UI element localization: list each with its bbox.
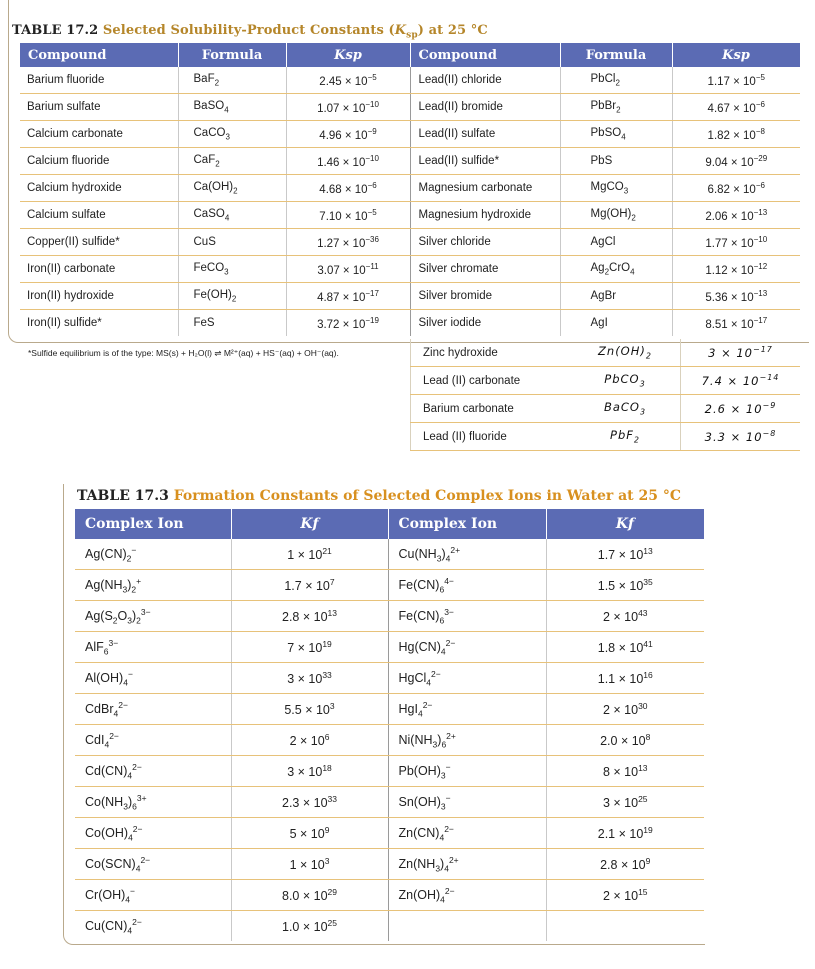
ksp-value: $1.46 \times 10^{-10}$ (286, 148, 410, 175)
compound-name: Silver iodide (410, 310, 560, 337)
formula: AgI (560, 310, 672, 337)
kf-value: $2.8 \times 10^{13}$ (231, 601, 388, 632)
complex-ion: $Al(OH)_4^-$ (75, 663, 231, 694)
kf-value: $1.8 \times 10^{41}$ (546, 632, 704, 663)
formula: PbS (560, 148, 672, 175)
kf-value: $3 \times 10^{18}$ (231, 756, 388, 787)
handwritten-additions-table (410, 339, 800, 451)
ksp-value: $1.12 \times 10^{-12}$ (672, 256, 800, 283)
complex-ion: HgI$_4^{2-}$ (388, 694, 546, 725)
compound-name: Lead(II) bromide (410, 94, 560, 121)
kf-value: $3 \times 10^{33}$ (231, 663, 388, 694)
header-compound: Compound (410, 43, 560, 67)
complex-ion: $Fe(CN)_6^{4-}$ (388, 570, 546, 601)
formula: AgCl (560, 229, 672, 256)
ksp-subscript: sp (406, 30, 418, 41)
ksp-value: $2.45 \times 10^{-5}$ (286, 67, 410, 94)
table-title-end: ) at 25 °C (417, 23, 488, 38)
table-number: TABLE 17.2 (12, 23, 99, 38)
formula: BaSO$_4$ (178, 94, 286, 121)
formula: PbCl$_2$ (560, 67, 672, 94)
formula: $Mg(OH)_2$ (560, 202, 672, 229)
compound-name: Calcium carbonate (20, 121, 178, 148)
kf-value: $2 \times 10^{30}$ (546, 694, 704, 725)
ksp-value: $4.87 \times 10^{-17}$ (286, 283, 410, 310)
table-number: TABLE 17.3 (77, 488, 169, 504)
table-row (75, 694, 704, 725)
complex-ion: $Ni(NH_3)_6^{2+}$ (388, 725, 546, 756)
table-row (75, 725, 704, 756)
ksp-value: $3.07 \times 10^{-11}$ (286, 256, 410, 283)
complex-ion: $Ag(S_2O_3)_2^{3-}$ (75, 601, 231, 632)
table-row (411, 423, 801, 451)
handwritten-ksp: $2.6 \times 10^{-9}$ (681, 395, 801, 423)
table-row (411, 367, 801, 395)
handwritten-formula: $Zn(OH)_2$ (570, 339, 681, 367)
compound-name: Calcium sulfate (20, 202, 178, 229)
header-compound: Compound (20, 43, 178, 67)
kf-value: $2 \times 10^6$ (231, 725, 388, 756)
ksp-value: $6.82 \times 10^{-6}$ (672, 175, 800, 202)
header-ksp: Ksp (672, 43, 800, 67)
header-complex-ion: Complex Ion (388, 509, 546, 539)
formula: AgBr (560, 283, 672, 310)
kf-value: $8 \times 10^{13}$ (546, 756, 704, 787)
header-formula: Formula (178, 43, 286, 67)
kf-value: $3 \times 10^{25}$ (546, 787, 704, 818)
complex-ion: $Ag(CN)_2^-$ (75, 539, 231, 570)
table-row (20, 121, 800, 148)
compound-name: Silver chloride (410, 229, 560, 256)
formula: PbBr$_2$ (560, 94, 672, 121)
ksp-value: $3.72 \times 10^{-19}$ (286, 310, 410, 337)
complex-ion: HgCl$_4^{2-}$ (388, 663, 546, 694)
ksp-value: $8.51 \times 10^{-17}$ (705, 315, 768, 331)
table-row (75, 570, 704, 601)
header-ksp: Ksp (286, 43, 410, 67)
table-header-row (75, 509, 704, 539)
kf-value: $8.0 \times 10^{29}$ (231, 880, 388, 911)
kf-value: $2.3 \times 10^{33}$ (231, 787, 388, 818)
table-row (75, 911, 704, 942)
kf-value: $1.5 \times 10^{35}$ (546, 570, 704, 601)
formula: CaSO$_4$ (178, 202, 286, 229)
table-row (75, 601, 704, 632)
header-kf: Kf (231, 509, 388, 539)
compound-name: Iron(II) hydroxide (20, 283, 178, 310)
table-row (20, 310, 800, 337)
complex-ion: $Zn(NH_3)_4^{2+}$ (388, 849, 546, 880)
compound-name: Lead(II) chloride (410, 67, 560, 94)
compound-name: Calcium fluoride (20, 148, 178, 175)
table-17-3-title (77, 488, 681, 504)
table-row (75, 663, 704, 694)
ksp-value: $1.77 \times 10^{-10}$ (672, 229, 800, 256)
complex-ion (388, 911, 546, 942)
ksp-value: $7.10 \times 10^{-5}$ (286, 202, 410, 229)
compound-name: Zinc hydroxide (411, 339, 571, 367)
complex-ion: $Pb(OH)_3^-$ (388, 756, 546, 787)
kf-value: $2.1 \times 10^{19}$ (546, 818, 704, 849)
kf-value (546, 911, 704, 942)
header-kf: Kf (546, 509, 704, 539)
kf-value: $2 \times 10^{43}$ (546, 601, 704, 632)
ksp-value: $2.06 \times 10^{-13}$ (672, 202, 800, 229)
compound-name: Lead(II) sulfide* (410, 148, 560, 175)
ksp-value: $9.04 \times 10^{-29}$ (672, 148, 800, 175)
formation-constants-table (75, 509, 705, 941)
handwritten-ksp: $7.4 \times 10^{-14}$ (681, 367, 801, 395)
table-row (20, 283, 800, 310)
table-title-text: Formation Constants of Selected Complex Ions in Water at 25 °C (173, 488, 682, 504)
complex-ion: CdBr$_4^{2-}$ (75, 694, 231, 725)
ksp-value: $1.17 \times 10^{-5}$ (672, 67, 800, 94)
ksp-value: $4.96 \times 10^{-9}$ (286, 121, 410, 148)
ksp-value: $5.36 \times 10^{-13}$ (672, 283, 800, 310)
table-row (75, 818, 704, 849)
formula: CaCO$_3$ (178, 121, 286, 148)
kf-value: $1.7 \times 10^{13}$ (546, 539, 704, 570)
table-row (20, 94, 800, 121)
handwritten-formula: PbF$_2$ (570, 423, 681, 451)
formula: FeCO$_3$ (178, 256, 286, 283)
table-row (20, 202, 800, 229)
compound-name: Silver chromate (410, 256, 560, 283)
kf-value: $2.0 \times 10^8$ (546, 725, 704, 756)
compound-name: Barium sulfate (20, 94, 178, 121)
compound-name: Barium carbonate (411, 395, 571, 423)
kf-value: $2 \times 10^{15}$ (546, 880, 704, 911)
table-title-text (102, 23, 488, 41)
kf-value: $1.7 \times 10^7$ (231, 570, 388, 601)
complex-ion: $Hg(CN)_4^{2-}$ (388, 632, 546, 663)
complex-ion: $Sn(OH)_3^-$ (388, 787, 546, 818)
table-17-2-title (12, 23, 488, 41)
kf-value: $1.1 \times 10^{16}$ (546, 663, 704, 694)
sulfide-footnote: *Sulfide equilibrium is of the type: MS(s) + H₂O(l) ⇌ M²⁺(aq) + HS⁻(aq) + OH⁻(aq). (28, 348, 339, 358)
compound-name: Silver bromide (410, 283, 560, 310)
table-row (20, 67, 800, 94)
formula: MgCO$_3$ (560, 175, 672, 202)
ksp-value: $1.07 \times 10^{-10}$ (286, 94, 410, 121)
complex-ion: $Co(OH)_4^{2-}$ (75, 818, 231, 849)
table-row (20, 256, 800, 283)
complex-ion: $Cr(OH)_4^-$ (75, 880, 231, 911)
formula: CuS (178, 229, 286, 256)
complex-ion: $Zn(CN)_4^{2-}$ (388, 818, 546, 849)
kf-value: $7 \times 10^{19}$ (231, 632, 388, 663)
handwritten-formula: BaCO$_3$ (570, 395, 681, 423)
compound-name: Iron(II) carbonate (20, 256, 178, 283)
ksp-value: $1.82 \times 10^{-8}$ (672, 121, 800, 148)
ksp-value: $1.27 \times 10^{-36}$ (286, 229, 410, 256)
table-row (75, 880, 704, 911)
table-header-row (20, 43, 800, 67)
kf-value: $5 \times 10^9$ (231, 818, 388, 849)
handwritten-ksp: $3.3 \times 10^{-8}$ (681, 423, 801, 451)
complex-ion: $Cu(NH_3)_4^{2+}$ (388, 539, 546, 570)
kf-value: $1 \times 10^{21}$ (231, 539, 388, 570)
compound-name: Calcium hydroxide (20, 175, 178, 202)
kf-value: $1 \times 10^3$ (231, 849, 388, 880)
compound-name: Lead(II) sulfate (410, 121, 560, 148)
ksp-value: $4.67 \times 10^{-6}$ (672, 94, 800, 121)
complex-ion: $Co(SCN)_4^{2-}$ (75, 849, 231, 880)
table-row (20, 148, 800, 175)
kf-value: $2.8 \times 10^9$ (546, 849, 704, 880)
complex-ion: $Co(NH_3)_6^{3+}$ (75, 787, 231, 818)
compound-name: Iron(II) sulfide* (20, 310, 178, 337)
table-title-main: Selected Solubility-Product Constants ( (102, 23, 395, 38)
table-row (411, 395, 801, 423)
complex-ion: CdI$_4^{2-}$ (75, 725, 231, 756)
kf-value: $1.0 \times 10^{25}$ (231, 911, 388, 942)
ksp-value: $4.68 \times 10^{-6}$ (286, 175, 410, 202)
solubility-table (20, 43, 801, 336)
formula: BaF$_2$ (178, 67, 286, 94)
formula: CaF$_2$ (178, 148, 286, 175)
compound-name: Lead (II) carbonate (411, 367, 571, 395)
table-row (411, 339, 801, 367)
table-row (75, 632, 704, 663)
handwritten-ksp: $3 \times 10^{-17}$ (681, 339, 801, 367)
complex-ion: AlF$_6^{3-}$ (75, 632, 231, 663)
complex-ion: $Cu(CN)_4^{2-}$ (75, 911, 231, 942)
table-row (75, 849, 704, 880)
header-formula: Formula (560, 43, 672, 67)
table-row (20, 229, 800, 256)
compound-name: Magnesium hydroxide (410, 202, 560, 229)
table-row (75, 787, 704, 818)
table-row (75, 756, 704, 787)
formula: $Ca(OH)_2$ (178, 175, 286, 202)
formula: PbSO$_4$ (560, 121, 672, 148)
complex-ion: $Ag(NH_3)_2^+$ (75, 570, 231, 601)
header-complex-ion: Complex Ion (75, 509, 231, 539)
compound-name: Magnesium carbonate (410, 175, 560, 202)
handwritten-formula: PbCO$_3$ (570, 367, 681, 395)
complex-ion: $Cd(CN)_4^{2-}$ (75, 756, 231, 787)
kf-value: $5.5 \times 10^3$ (231, 694, 388, 725)
ksp-symbol: K (394, 23, 407, 38)
complex-ion: $Fe(CN)_6^{3-}$ (388, 601, 546, 632)
compound-name: Barium fluoride (20, 67, 178, 94)
formula: $Fe(OH)_2$ (178, 283, 286, 310)
table-row (20, 175, 800, 202)
compound-name: Copper(II) sulfide* (20, 229, 178, 256)
formula: FeS (178, 310, 286, 337)
compound-name: Lead (II) fluoride (411, 423, 571, 451)
table-row (75, 539, 704, 570)
formula: $Ag_2CrO_4$ (560, 256, 672, 283)
complex-ion: $Zn(OH)_4^{2-}$ (388, 880, 546, 911)
